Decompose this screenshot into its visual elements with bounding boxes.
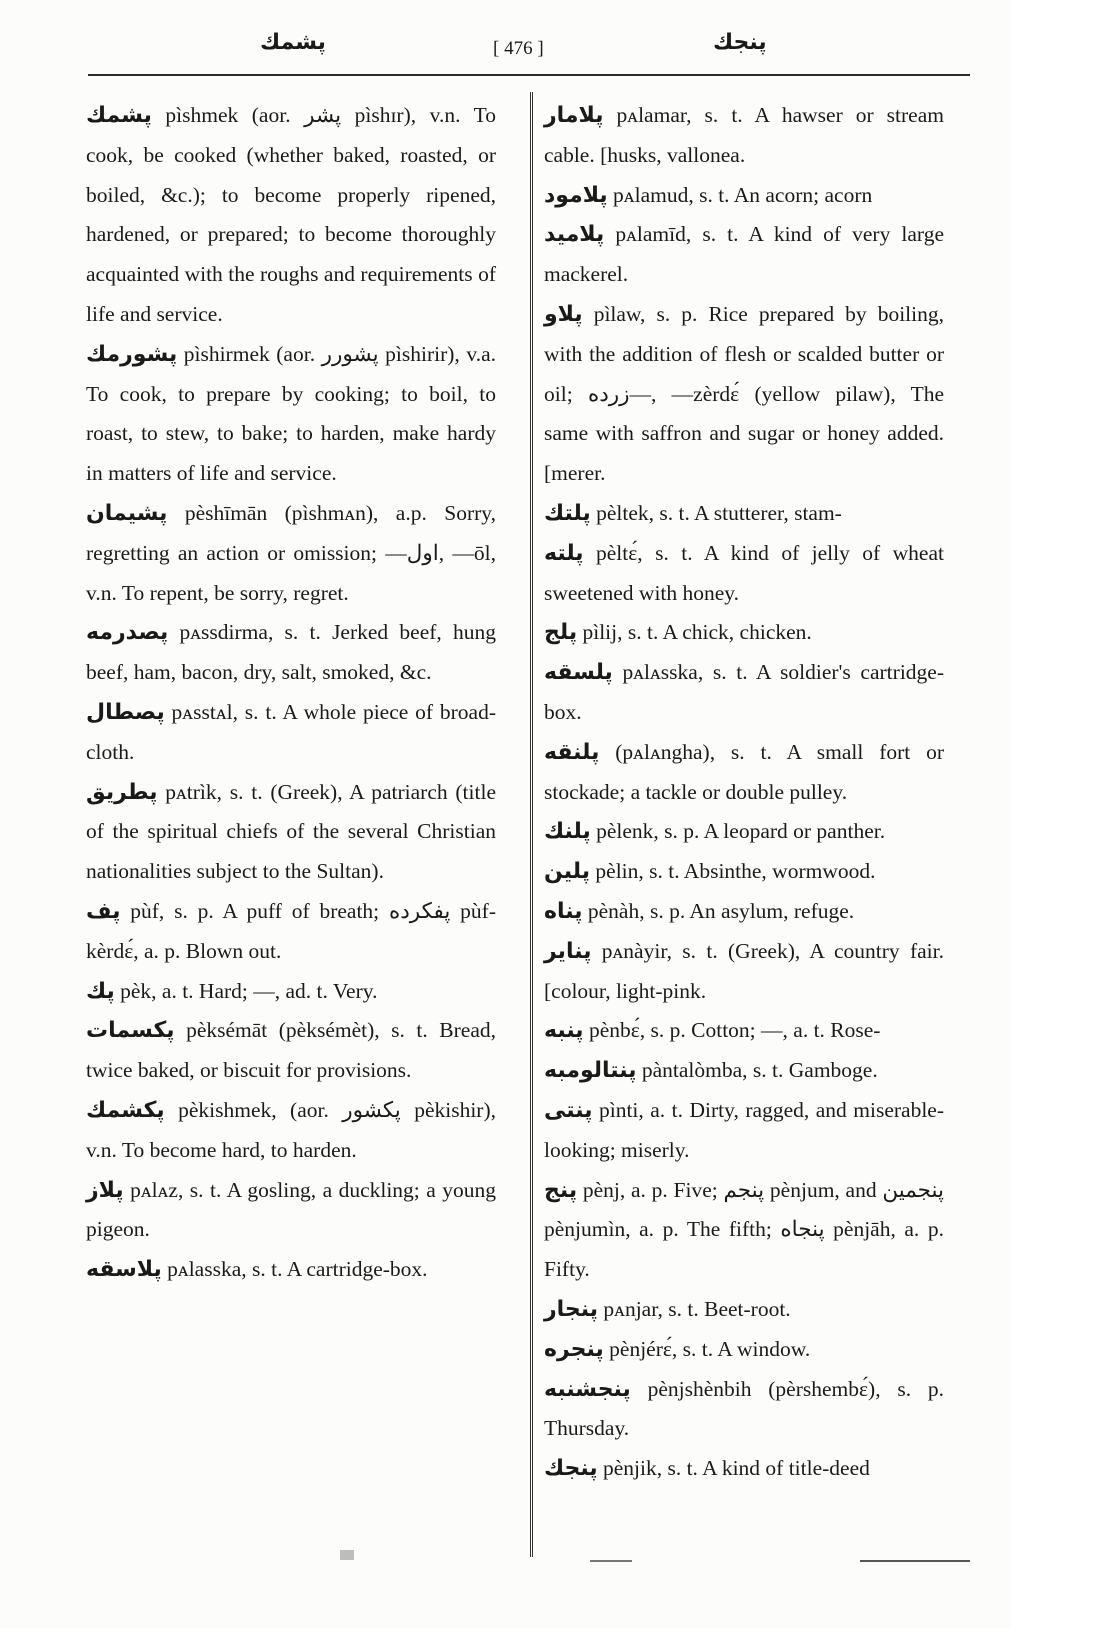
dictionary-entry — [544, 215, 944, 295]
entry-headword-arabic: پشمك — [86, 103, 152, 128]
left-column — [86, 96, 496, 1290]
dictionary-entry — [544, 96, 944, 176]
entry-headword-arabic: پنجك — [544, 1456, 598, 1482]
entry-definition: pènbɛ́, s. p. Cotton; —, a. t. Rose- — [583, 1018, 881, 1043]
entry-headword-arabic: پلامار — [544, 103, 604, 128]
entry-definition: pᴀlᴀsska, s. t. A soldier's cartridge-box. — [544, 660, 944, 724]
entry-definition: pàntalòmba, s. t. Gamboge. — [636, 1058, 878, 1083]
entry-headword-arabic: پلين — [544, 859, 591, 885]
page-footer-marks — [0, 1550, 1010, 1570]
entry-definition: pᴀtrìk, s. t. (Greek), A patriarch (title of the spiritual chiefs of the several Christian nationalities subject to the Sultan). — [86, 779, 496, 884]
dictionary-entry — [86, 892, 496, 972]
right-column — [544, 96, 944, 1489]
entry-definition: (pᴀlᴀngha), s. t. A small fort or stockade; a tackle or double pulley. — [544, 739, 944, 804]
page-number: [ 476 ] — [493, 38, 544, 59]
entry-headword-arabic: پنجشنبه — [544, 1376, 631, 1402]
entry-definition: pènàh, s. p. An asylum, refuge. — [582, 898, 855, 923]
entry-definition: pᴀsstᴀl, s. t. A whole piece of broad-cloth. — [86, 699, 496, 764]
entry-definition: pᴀlamud, s. t. An acorn; acorn — [607, 182, 873, 207]
entry-definition: pìlij, s. t. A chick, chicken. — [577, 620, 812, 645]
entry-definition: pèlenk, s. p. A leopard or panther. — [590, 819, 886, 844]
dictionary-entry — [86, 494, 496, 613]
entry-definition: pènjérɛ́, s. t. A window. — [603, 1336, 811, 1361]
dictionary-entry — [544, 812, 944, 852]
dictionary-entry — [544, 1011, 944, 1051]
dictionary-entry — [86, 613, 496, 693]
dictionary-entry — [544, 932, 944, 1012]
entry-headword-arabic: پكشمك — [86, 1097, 165, 1123]
entry-definition: pèkishmek, (aor. پكشور pèkishir), v.n. To become hard, to harden. — [86, 1097, 496, 1162]
entry-definition: pìshmek (aor. پشر pìshɪr), v.n. To cook, be cooked (whether baked, roasted, or boiled, &c.); to become properly ripened, hardened, or prepared; to become thoroughly acquainted with the roughs and requirements of life and service. — [86, 103, 496, 326]
footer-smudge — [340, 1550, 354, 1560]
entry-headword-arabic: پك — [86, 978, 115, 1004]
dictionary-entry — [86, 972, 496, 1012]
footer-rule-long — [860, 1560, 970, 1562]
dictionary-entry — [86, 693, 496, 773]
entry-definition: pèksémāt (pèksémèt), s. t. Bread, twice baked, or biscuit for provisions. — [86, 1018, 496, 1083]
dictionary-entry — [86, 773, 496, 892]
entry-headword-arabic: پلاسقه — [86, 1257, 162, 1283]
entry-headword-arabic: پلنك — [544, 819, 591, 845]
dictionary-entry — [544, 1370, 944, 1450]
entry-definition: pèlin, s. t. Absinthe, wormwood. — [590, 859, 876, 884]
dictionary-entry — [86, 335, 496, 494]
entry-definition: pᴀssdirma, s. t. Jerked beef, hung beef, ham, bacon, dry, salt, smoked, &c. — [86, 620, 496, 685]
dictionary-entry — [86, 1011, 496, 1091]
dictionary-entry — [544, 494, 944, 534]
dictionary-entry — [544, 1330, 944, 1370]
dictionary-entry — [86, 1250, 496, 1290]
entry-headword-arabic: پلته — [544, 540, 584, 566]
entry-headword-arabic: پنج — [544, 1177, 578, 1203]
header-left-catchword: پشمك — [260, 30, 326, 55]
column-divider — [530, 92, 533, 1557]
dictionary-entry — [544, 1051, 944, 1091]
entry-headword-arabic: پناير — [544, 938, 592, 964]
entry-headword-arabic: پلامود — [544, 182, 608, 208]
dictionary-entry — [86, 1171, 496, 1251]
entry-headword-arabic: پنتى — [544, 1097, 593, 1123]
entry-definition: pìshirmek (aor. پشورر pìshirir), v.a. To cook, to prepare by cooking; to boil, to roast, to stew, to bake; to harden, make hardy in matters of life and service. — [86, 341, 496, 486]
entry-definition: pènjshènbih (pèrshembɛ́), s. p. Thursday. — [544, 1376, 944, 1441]
entry-definition: pᴀlamīd, s. t. A kind of very large mackerel. — [544, 222, 944, 287]
dictionary-entry — [544, 1091, 944, 1171]
entry-headword-arabic: پلاز — [86, 1177, 124, 1203]
entry-definition: pèltek, s. t. A stutterer, stam- — [590, 500, 842, 525]
dictionary-entry — [544, 852, 944, 892]
entry-definition: pènjik, s. t. A kind of title-deed — [597, 1456, 870, 1481]
entry-headword-arabic: پلاو — [544, 301, 583, 327]
dictionary-entry — [86, 96, 496, 335]
entry-headword-arabic: پطريق — [86, 779, 158, 805]
dictionary-entry — [544, 534, 944, 614]
dictionary-entry — [544, 653, 944, 733]
header-rule — [88, 74, 970, 76]
entry-headword-arabic: پكسمات — [86, 1018, 175, 1044]
entry-definition: pèk, a. t. Hard; —, ad. t. Very. — [114, 978, 378, 1003]
entry-headword-arabic: پنجره — [544, 1336, 604, 1362]
entry-headword-arabic: پناه — [544, 898, 583, 924]
dictionary-entry — [544, 1290, 944, 1330]
entry-headword-arabic: پصطال — [86, 699, 165, 725]
entry-definition: pᴀlᴀz, s. t. A gosling, a duckling; a young pigeon. — [86, 1177, 496, 1242]
dictionary-entry — [544, 1449, 944, 1489]
entry-headword-arabic: پنجار — [544, 1296, 599, 1322]
dictionary-entry — [544, 613, 944, 653]
dictionary-entry — [544, 733, 944, 813]
entry-definition: pèshīmān (pìshmᴀn), a.p. Sorry, regretting an action or omission; —اول, —ōl, v.n. To repent, be sorry, regret. — [86, 500, 496, 605]
entry-headword-arabic: پلنقه — [544, 739, 600, 765]
dictionary-entry — [544, 295, 944, 494]
dictionary-entry — [544, 1171, 944, 1290]
entry-definition: pᴀnjar, s. t. Beet-root. — [598, 1296, 791, 1321]
entry-headword-arabic: پلج — [544, 620, 578, 646]
entry-definition: pìlaw, s. p. Rice prepared by boiling, with the addition of flesh or scalded butter or oil; زرده—, —zèrdɛ́ (yellow pilaw), The same with saffron and sugar or honey added. [merer. — [544, 301, 944, 486]
dictionary-entry — [544, 892, 944, 932]
entry-definition: pùf, s. p. A puff of breath; پفكرده pùf-kèrdɛ́, a. p. Blown out. — [86, 898, 496, 963]
entry-headword-arabic: پشيمان — [86, 500, 168, 526]
entry-headword-arabic: پلسقه — [544, 660, 613, 686]
entry-headword-arabic: پصدرمه — [86, 620, 169, 646]
entry-definition: pìnti, a. t. Dirty, ragged, and miserable-looking; miserly. — [544, 1097, 944, 1162]
entry-definition: pᴀnàyir, s. t. (Greek), A country fair. [colour, light-pink. — [544, 938, 944, 1003]
page-header — [88, 28, 968, 74]
header-right-catchword: پنجك — [713, 30, 767, 55]
entry-headword-arabic: پنبه — [544, 1018, 584, 1044]
entry-headword-arabic: پشورمك — [86, 341, 178, 367]
entry-definition: pènj, a. p. Five; پنجم pènjum, and پنجمين pènjumìn, a. p. The fifth; پنجاه pènjāh, a. p. Fifty. — [544, 1177, 944, 1282]
entry-definition: pᴀlamar, s. t. A hawser or stream cable. [husks, vallonea. — [544, 103, 944, 167]
footer-rule-short — [590, 1560, 632, 1562]
dictionary-entry — [86, 1091, 496, 1171]
entry-headword-arabic: پنتالومبه — [544, 1058, 637, 1084]
entry-headword-arabic: پلاميد — [544, 222, 605, 248]
dictionary-entry — [544, 176, 944, 216]
entry-definition: pᴀlasska, s. t. A cartridge-box. — [161, 1257, 428, 1282]
entry-headword-arabic: پلتك — [544, 500, 591, 526]
entry-headword-arabic: پف — [86, 898, 121, 924]
entry-definition: pèltɛ́, s. t. A kind of jelly of wheat sweetened with honey. — [544, 540, 944, 605]
